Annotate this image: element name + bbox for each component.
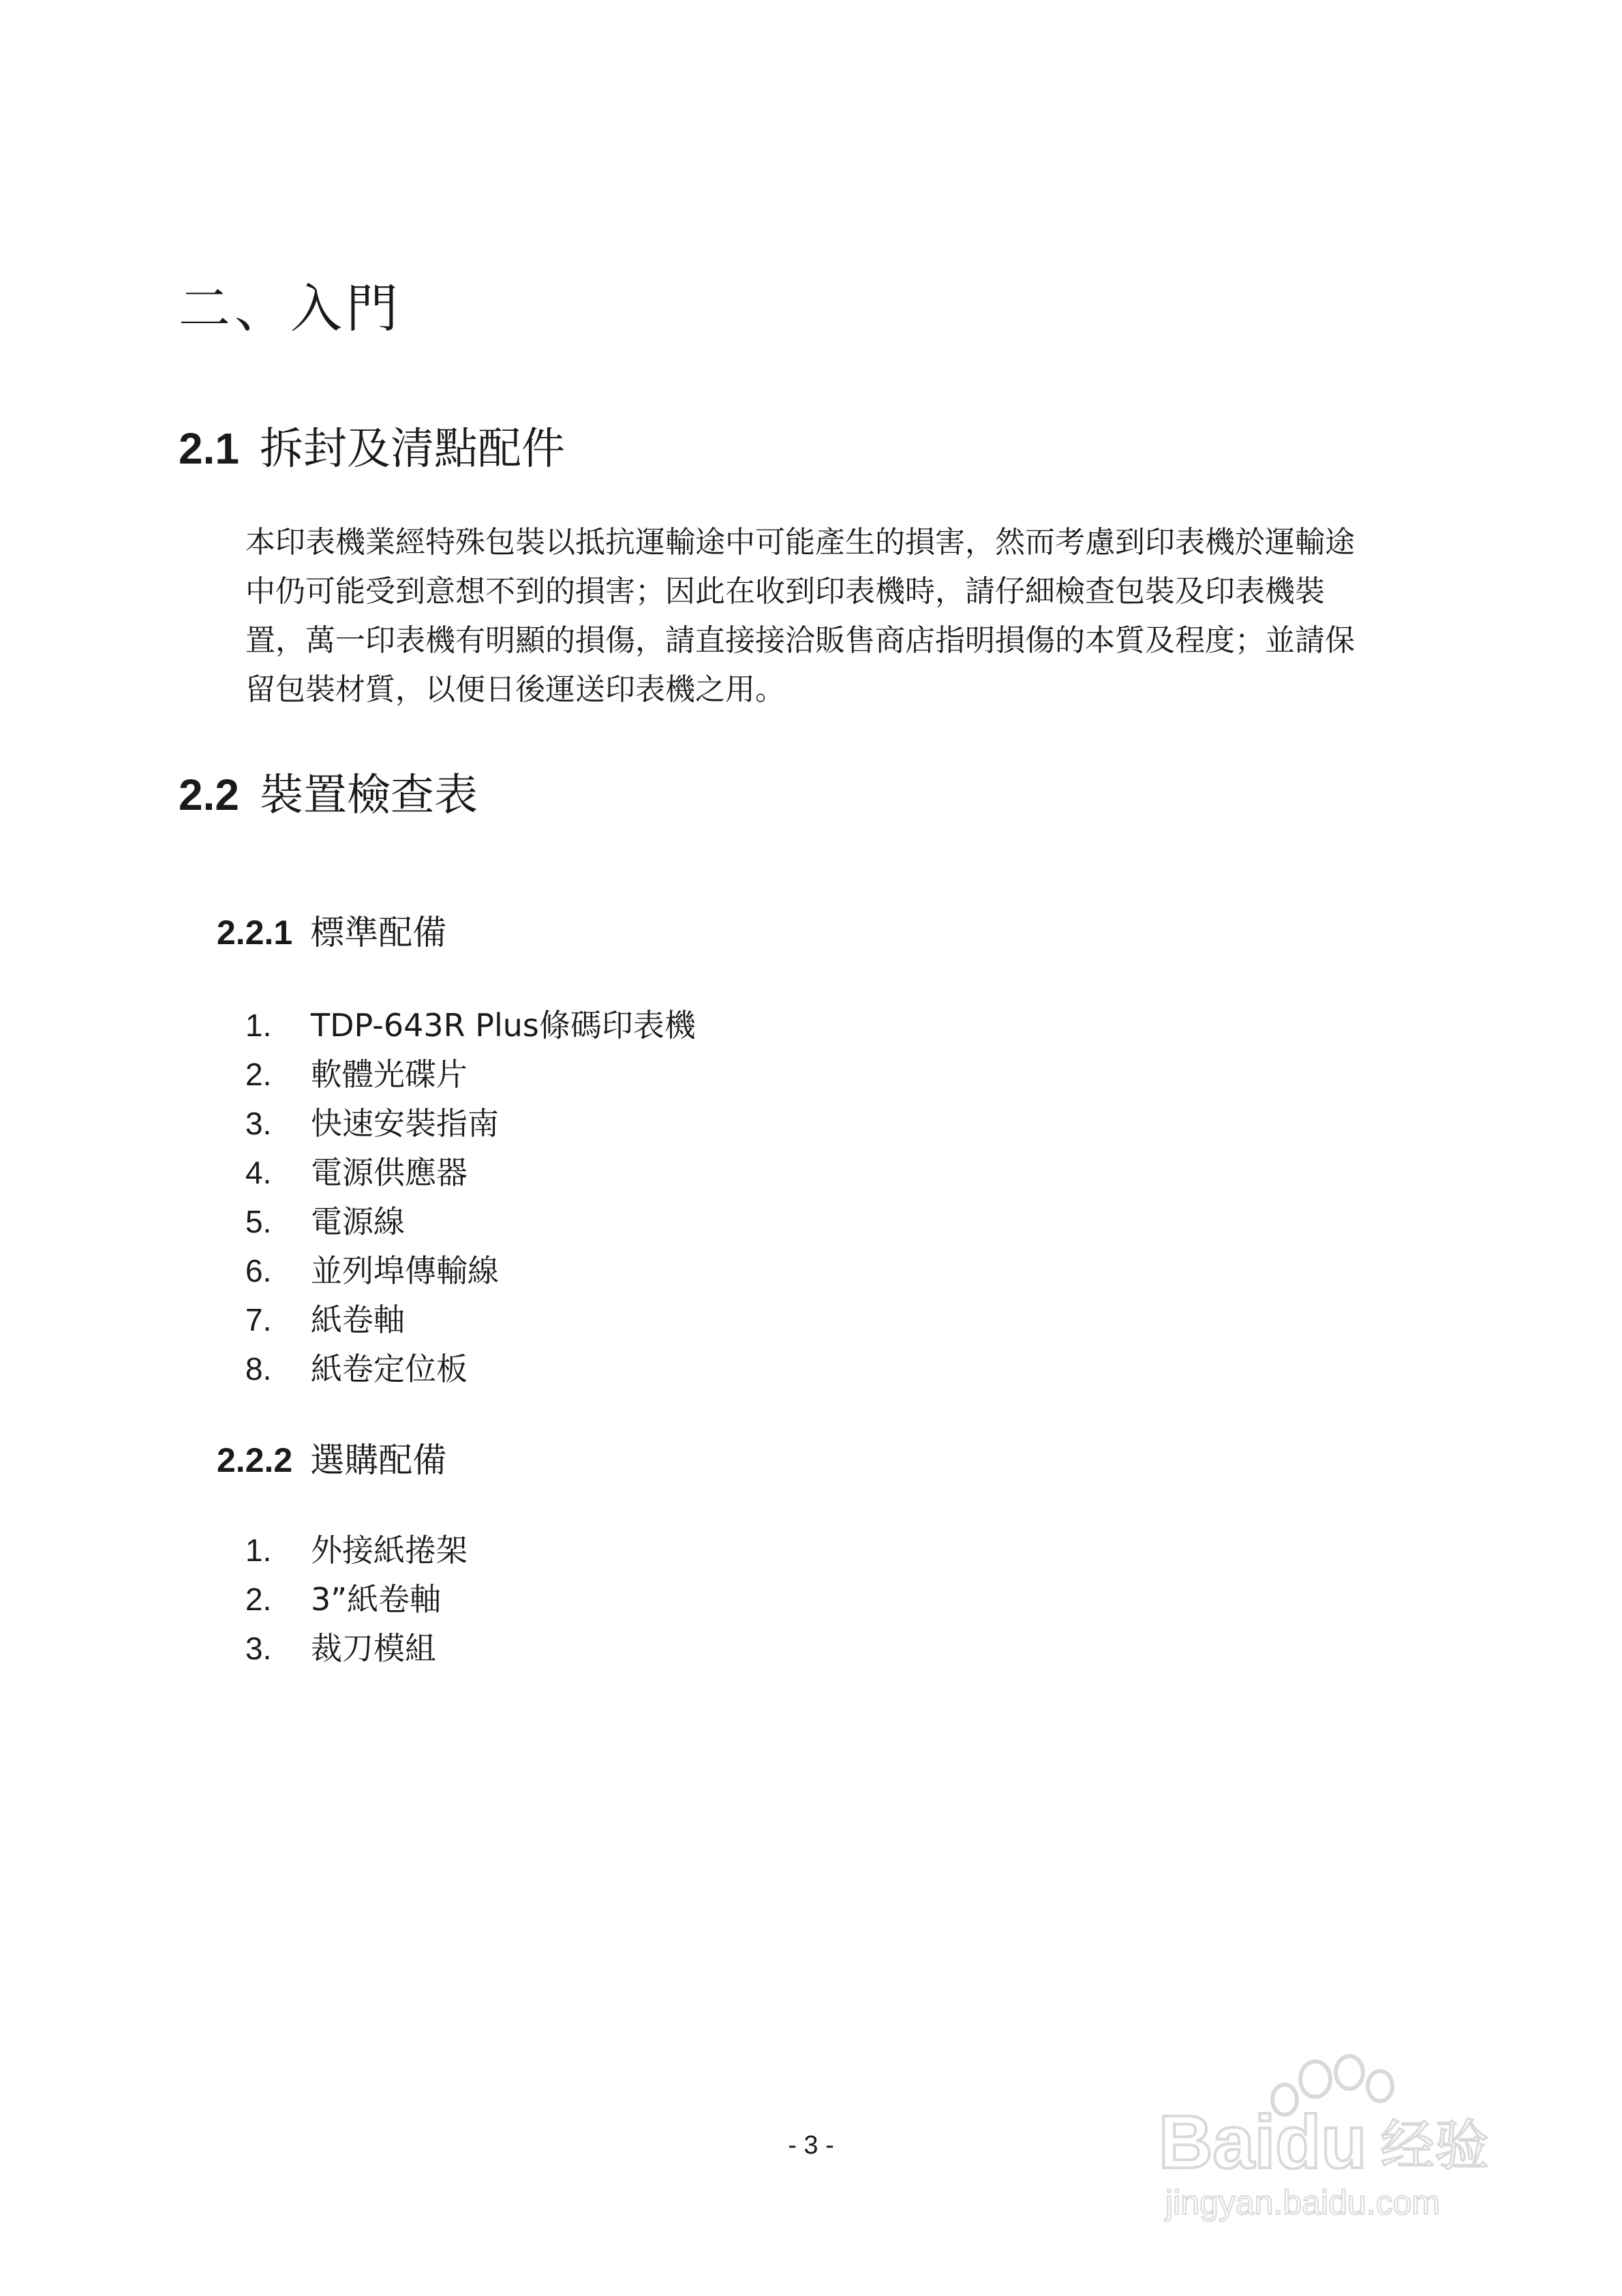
list-item [245, 1579, 441, 1620]
list-text: 電源供應器 [311, 1154, 468, 1191]
list-number: 1. [245, 1532, 272, 1568]
list-text: TDP-643R Plus條碼印表機 [311, 1007, 696, 1044]
chapter-title: 二、入門 [179, 277, 402, 339]
list-item [245, 1103, 499, 1144]
section-number: 2.2 [179, 770, 239, 819]
list-item [245, 1152, 468, 1193]
section-number: 2.1 [179, 424, 239, 473]
watermark-brand-cn: 经验 [1380, 2114, 1489, 2177]
watermark-brand: Baidu [1159, 2100, 1367, 2184]
section-heading-2-2 [179, 768, 478, 823]
list-item [245, 1299, 405, 1340]
section-heading-2-1 [179, 421, 565, 477]
list-number: 3. [245, 1631, 272, 1666]
section-title: 裝置檢查表 [259, 770, 478, 821]
list-number: 1. [245, 1008, 272, 1043]
watermark-url: jingyan.baidu.com [1165, 2184, 1441, 2222]
list-text: 3”紙卷軸 [311, 1581, 442, 1618]
list-text: 電源線 [311, 1203, 405, 1240]
paragraph-line: 留包裝材質，以便日後運送印表機之用。 [245, 672, 785, 707]
list-text: 紙卷定位板 [311, 1350, 468, 1387]
list-text: 裁刀模組 [311, 1630, 436, 1667]
paragraph-line: 本印表機業經特殊包裝以抵抗運輸途中可能產生的損害，然而考慮到印表機於運輸途 [245, 525, 1355, 560]
list-item [245, 1348, 468, 1389]
list-item [245, 1530, 468, 1571]
list-number: 7. [245, 1302, 272, 1338]
subsection-number: 2.2.2 [217, 1441, 293, 1479]
subsection-title: 選購配備 [310, 1440, 447, 1480]
list-number: 2. [245, 1057, 272, 1092]
section-title: 拆封及清點配件 [259, 424, 565, 474]
list-number: 8. [245, 1351, 272, 1387]
baidu-jingyan-watermark [1145, 2052, 1527, 2222]
list-item [245, 1005, 696, 1046]
page-number: - 3 - [788, 2131, 834, 2160]
subsection-heading-2-2-2 [217, 1438, 446, 1482]
list-text: 軟體光碟片 [311, 1056, 468, 1093]
list-text: 外接紙捲架 [311, 1532, 468, 1569]
list-text: 並列埠傳輸線 [311, 1252, 499, 1289]
unpacking-paragraph [245, 518, 1472, 714]
list-number: 3. [245, 1106, 272, 1141]
subsection-title: 標準配備 [310, 913, 447, 952]
list-number: 2. [245, 1582, 272, 1617]
subsection-number: 2.2.1 [217, 913, 293, 952]
list-text: 紙卷軸 [311, 1301, 405, 1338]
subsection-heading-2-2-1 [217, 911, 446, 954]
list-item [245, 1628, 436, 1669]
list-item [245, 1250, 499, 1291]
list-item [245, 1054, 468, 1095]
list-number: 4. [245, 1155, 272, 1190]
list-number: 6. [245, 1253, 272, 1288]
paragraph-line: 置，萬一印表機有明顯的損傷，請直接接洽販售商店指明損傷的本質及程度；並請保 [245, 623, 1355, 658]
paragraph-line: 中仍可能受到意想不到的損害；因此在收到印表機時，請仔細檢查包裝及印表機裝 [245, 574, 1325, 609]
list-text: 快速安裝指南 [311, 1105, 499, 1142]
list-number: 5. [245, 1204, 272, 1239]
list-item [245, 1201, 405, 1242]
